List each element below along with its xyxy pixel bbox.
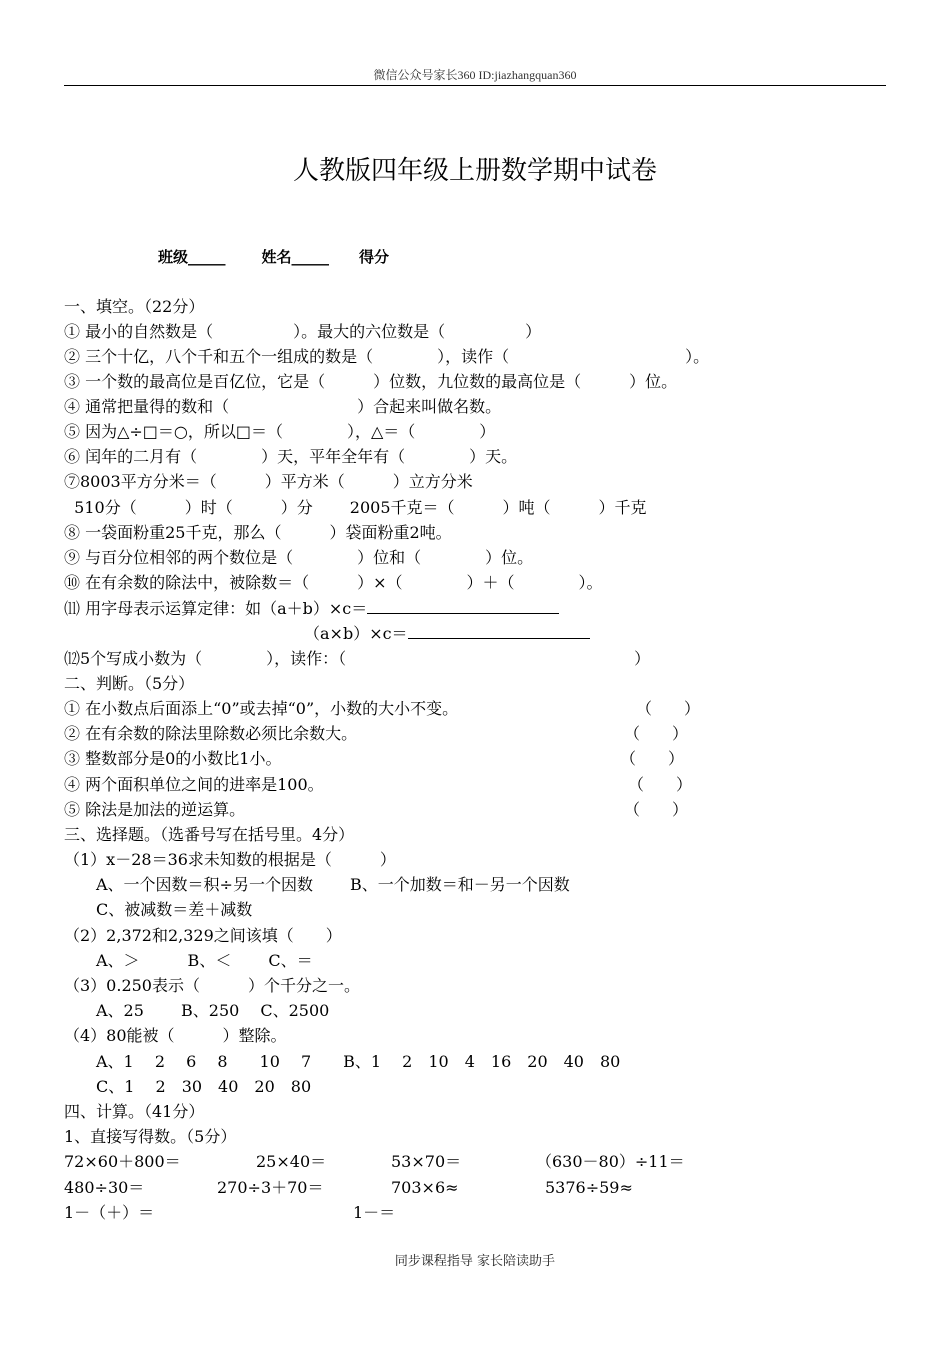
choice-q4: （4）80能被（ ）整除。 xyxy=(64,1026,287,1045)
judge-bracket-5: （ ） xyxy=(624,800,689,819)
fill-q6: ⑥ 闰年的二月有（ ）天，平年全年有（ ）天。 xyxy=(64,447,518,466)
fill-q4: ④ 通常把量得的数和（ ）合起来叫做名数。 xyxy=(64,397,502,416)
calc-item: 5376÷59≈ xyxy=(545,1178,633,1197)
fill-q3: ③ 一个数的最高位是百亿位，它是（ ）位数，九位数的最高位是（ ）位。 xyxy=(64,372,678,391)
fill-q10: ⑩ 在有余数的除法中，被除数＝（ ）×（ ）＋（ ）。 xyxy=(64,573,603,592)
calc-item: （630－80）÷11＝ xyxy=(536,1152,685,1171)
section2-heading: 二、判断。（5分） xyxy=(64,674,195,693)
fill-q2: ② 三个十亿，八个千和五个一组成的数是（ ），读作（ ）。 xyxy=(64,347,710,366)
header-divider xyxy=(64,85,886,86)
student-info xyxy=(158,246,389,267)
name-field: 姓名_____ xyxy=(261,248,330,266)
calc-subheading: 1、直接写得数。（5分） xyxy=(64,1127,237,1146)
fill-q11a-text: ⑾ 用字母表示运算定律：如（a＋b）×c＝ xyxy=(64,599,368,618)
judge-item-3: ③ 整数部分是0的小数比1小。 xyxy=(64,749,282,768)
judge-item-2: ② 在有余数的除法里除数必须比余数大。 xyxy=(64,724,358,743)
fill-q7a: ⑦8003平方分米＝（ ）平方米（ ）立方分米 xyxy=(64,472,473,491)
choice-q4-options-ab: A、1 2 6 8 10 7 B、1 2 10 4 16 20 40 80 xyxy=(64,1052,621,1071)
choice-q2: （2）2,372和2,329之间该填（ ） xyxy=(64,926,342,945)
choice-q1-option-c: C、被减数＝差＋减数 xyxy=(64,900,253,919)
answer-line xyxy=(408,623,590,639)
section3-heading: 三、选择题。（选番号写在括号里。4分） xyxy=(64,825,355,844)
calc-item: 25×40＝ xyxy=(256,1152,327,1171)
judge-item-5: ⑤ 除法是加法的逆运算。 xyxy=(64,800,246,819)
choice-q1: （1）x－28＝36求未知数的根据是（ ） xyxy=(64,850,396,869)
section1-heading: 一、填空。（22分） xyxy=(64,297,205,316)
fill-q12: ⑿5个写成小数为（ ），读作：（ ） xyxy=(64,649,651,668)
score-field: 得分 xyxy=(359,248,390,266)
calc-item: 72×60＋800＝ xyxy=(64,1152,181,1171)
choice-q4-option-c: C、1 2 30 40 20 80 xyxy=(64,1077,312,1096)
fill-q11b-text: （a×b）×c＝ xyxy=(304,624,408,643)
fill-q9: ⑨ 与百分位相邻的两个数位是（ ）位和（ ）位。 xyxy=(64,548,534,567)
page-title: 人教版四年级上册数学期中试卷 xyxy=(292,156,657,186)
judge-item-4: ④ 两个面积单位之间的进率是100。 xyxy=(64,775,324,794)
section4-heading: 四、计算。（41分） xyxy=(64,1102,205,1121)
choice-q2-options: A、＞ B、＜ C、＝ xyxy=(64,951,313,970)
calc-item: 1－（＋）＝ xyxy=(64,1203,155,1222)
fill-q8: ⑧ 一袋面粉重25千克，那么（ ）袋面粉重2吨。 xyxy=(64,523,452,542)
calc-item: 480÷30＝ xyxy=(64,1178,145,1197)
fill-q11a xyxy=(64,598,559,619)
answer-line xyxy=(367,598,559,614)
judge-bracket-3: （ ） xyxy=(620,749,685,768)
fill-q5: ⑤ 因为△÷□＝○，所以□＝（ ），△＝（ ） xyxy=(64,422,496,441)
judge-item-1: ① 在小数点后面添上“0”或去掉“0”，小数的大小不变。 xyxy=(64,699,459,718)
judge-bracket-1: （ ） xyxy=(636,699,701,718)
calc-item: 1－＝ xyxy=(353,1203,396,1222)
calc-item: 703×6≈ xyxy=(391,1178,459,1197)
fill-q11b xyxy=(304,623,590,644)
calc-item: 270÷3＋70＝ xyxy=(217,1178,324,1197)
calc-item: 53×70＝ xyxy=(391,1152,462,1171)
choice-q3: （3）0.250表示（ ）个千分之一。 xyxy=(64,976,360,995)
fill-q1: ① 最小的自然数是（ ）。最大的六位数是（ ） xyxy=(64,322,542,341)
page-header: 微信公众号家长360 ID:jiazhangquan360 xyxy=(373,68,577,82)
choice-q3-options: A、25 B、250 C、2500 xyxy=(64,1001,330,1020)
judge-bracket-4: （ ） xyxy=(628,775,693,794)
class-field: 班级_____ xyxy=(158,248,226,266)
judge-bracket-2: （ ） xyxy=(624,724,689,743)
page-footer: 同步课程指导 家长陪读助手 xyxy=(394,1254,556,1269)
fill-q7b: 510分（ ）时（ ）分 2005千克＝（ ）吨（ ）千克 xyxy=(64,498,647,517)
choice-q1-options-ab: A、一个因数＝积÷另一个因数 B、一个加数＝和－另一个因数 xyxy=(64,875,570,894)
